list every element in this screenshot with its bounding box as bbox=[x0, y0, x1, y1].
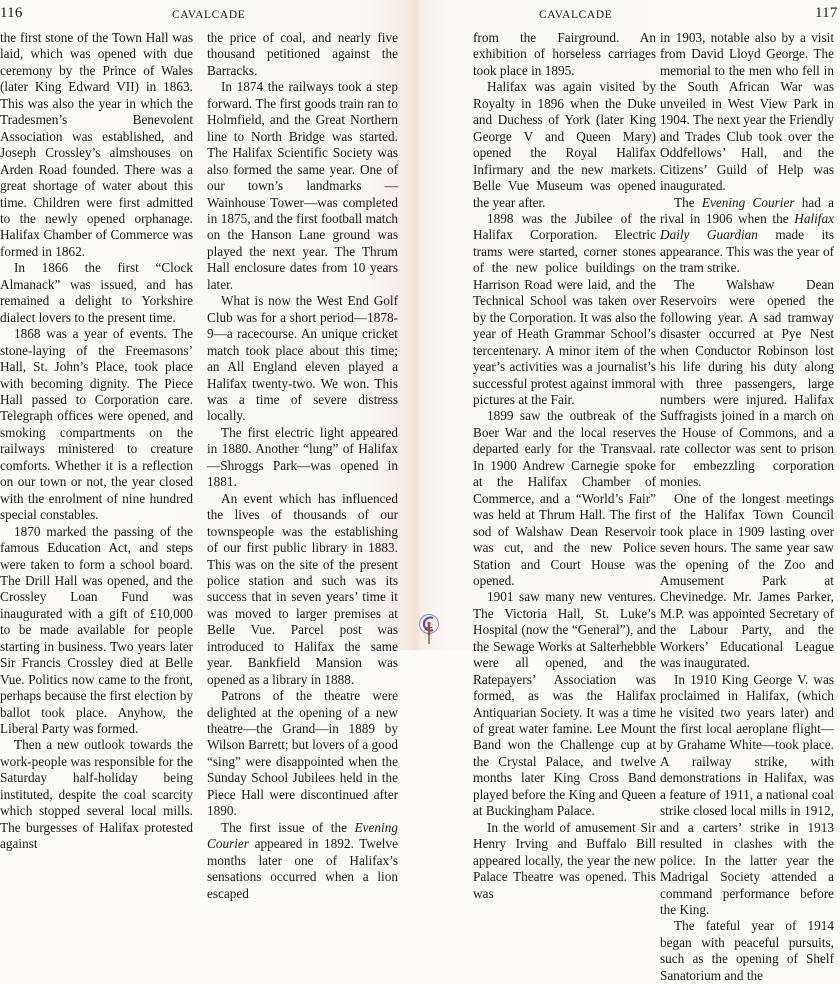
book-gutter bbox=[408, 0, 422, 650]
paragraph: the first stone of the Town Hall was laid, which was opened with due ceremony by the Prince of Wales (later King Edward VII) in 1863. This was also the year in which the Tradesmen’s Benevolent Association was established, and Joseph Crossley’s almshouses on Arden Road founded. There was a great shortage of water about this time. Children were first admitted to the newly opened orphanage. Halifax Chamber of Commerce was formed in 1862. bbox=[0, 30, 193, 259]
left-running-head: CAVALCADE bbox=[172, 9, 246, 21]
paragraph: in 1903, notable also by a visit from David Lloyd George. The memorial to the men who fell in the South African War was unveiled in West View Park in 1904. The next year the Friendly and Trades Club took over the Oddfellows’ Hall, and the Citizens’ Guild of Help was inaugurated. bbox=[660, 30, 834, 194]
paragraph: 1868 was a year of events. The stone-laying of the Freemasons’ Hall, St. John’s Place, took place with becoming dignity. The Piece Hall passed to Corporation care. Telegraph offices were opened, and smoking compartments on the railways ministered to creature comforts. Whether it is a reflection on our town or not, the year closed with the enrolment of nine hundred special constables. bbox=[0, 326, 193, 523]
left-column-1 bbox=[0, 30, 193, 853]
text-span: The first issue of the bbox=[221, 819, 355, 835]
paragraph: The first electric light appeared in 1880. Another “lung” of Halifax—Shroggs Park—was opened in 1881. bbox=[207, 424, 398, 490]
italic-title: Evening Courier bbox=[207, 819, 398, 852]
paragraph: In 1910 King George V. was proclaimed in Halifax, (which he visited two years later) and the first local aeroplane flight—by Grahame White—took place. A railway strike, with demonstrations in Halifax, was a feature of 1911, a national coal strike closed local mills in 1912, and a carters’ strike in 1913 resulted in clashes with the police. In the latter year the Madrigal Society attended a command performance before the King. bbox=[660, 671, 834, 918]
paragraph: Then a new outlook towards the work-people was responsible for the Saturday half-holiday being instituted, despite the coal scarcity which stopped several local mills. The burgesses of Halifax protested against bbox=[0, 737, 193, 852]
paragraph: An event which has influenced the lives of thousands of our townspeople was the establishing of our first public library in 1883. This was on the site of the present police station and such was its success that in seven years’ time it was moved to larger premises at Belle Vue. Parcel post was introduced to Halifax the same year. Bankfield Mansion was opened as a library in 1888. bbox=[207, 490, 398, 687]
paragraph: 1899 saw the outbreak of the Boer War and the local reserves departed early for the Transvaal. In 1900 Andrew Carnegie spoke at the Halifax Chamber of Commerce, and a “World’s Fair” was held at Thrum Hall. The first sod of Walshaw Dean Reservoir was cut, and the new Police Station and Court House was opened. bbox=[473, 408, 656, 588]
logo-figure-arms bbox=[426, 627, 433, 628]
left-column-2 bbox=[207, 30, 398, 902]
paragraph: In the world of amusement Sir Henry Irving and Buffalo Bill appeared locally, the year the new Palace Theatre was opened. This was bbox=[473, 819, 656, 901]
right-page bbox=[415, 0, 840, 983]
text-span: made its appearance. This was the year of the tram strike. bbox=[660, 227, 834, 276]
right-column-1 bbox=[473, 30, 656, 902]
paragraph: 1898 was the Jubilee of the Halifax Corporation. Electric trams were started, corner stones of the new police buildings on Harrison Road were laid, and the Technical School was taken over by the Corporation. It was also the year of Heath Grammar School’s tercentenary. A minor item of the year’s activities was a journalist’s successful protest against immoral pictures at the Fair. bbox=[473, 210, 656, 407]
paragraph: the price of coal, and nearly five thousand petitioned against the Barracks. bbox=[207, 30, 398, 78]
logo-figure-legs bbox=[428, 635, 429, 644]
paragraph bbox=[207, 820, 398, 902]
right-page-number: 117 bbox=[815, 5, 838, 21]
logo-figure-head bbox=[427, 622, 430, 625]
paragraph: Halifax was again visited by Royalty in 1896 when the Duke and Duchess of York (later King George V and Queen Mary) opened the Royal Halifax Infirmary and the new markets. Belle Vue Museum was opened the year after. bbox=[473, 79, 656, 210]
calderdale-c-figure-icon bbox=[418, 608, 440, 648]
text-span: had a rival in 1906 when the bbox=[660, 194, 834, 226]
left-page-number: 116 bbox=[0, 5, 23, 21]
right-running-head: CAVALCADE bbox=[539, 9, 613, 21]
logo-figure-body bbox=[428, 625, 430, 635]
paragraph: 1901 saw many new ventures. The Victoria Hall, St. Luke’s Hospital (now the “General”), and the Sewage Works at Salterhebble were all opened, and the Ratepayers’ Association was formed, as was the Halifax Antiquarian Society. It was a time of great water famine. Lee Mount Band won the Challenge cup at the Crystal Palace, and twelve months later King Cross Band played before the King and Queen at Buckingham Palace. bbox=[473, 589, 656, 819]
paragraph: In 1866 the first “Clock Almanack” was issued, and has remained a delight to Yorkshire dialect lovers to the present time. bbox=[0, 260, 193, 325]
paragraph: The fateful year of 1914 began with peaceful pursuits, such as the opening of Shelf Sanatorium and the bbox=[660, 918, 834, 983]
paragraph: One of the longest meetings of the Halifax Town Council took place in 1909 lasting over seven hours. The same year saw the opening of the Zoo and Amusement Park at Chevinedge. Mr. James Parker, M.P. was appointed Secretary of the Labour Party, and the Workers’ Educational League was inaugurated. bbox=[660, 490, 834, 671]
paragraph bbox=[660, 195, 834, 277]
paragraph: What is now the West End Golf Club was for a short period—1878-9—a racecourse. An unique cricket match took place about this time; an All England eleven played a Halifax twenty-two. We won. This was a time of severe distress locally. bbox=[207, 293, 398, 424]
left-page bbox=[0, 0, 415, 901]
paragraph: In 1874 the railways took a step forward. The first goods train ran to Holmfield, and the Great Northern line to North Bridge was started. The Halifax Scientific Society was also formed the same year. One of our town’s landmarks — Wainhouse Tower—was completed in 1875, and the first football match on the Hanson Lane ground was played the next year. The Thrum Hall enclosure dates from 10 years later. bbox=[207, 79, 398, 292]
right-column-2 bbox=[660, 30, 834, 984]
paragraph: from the Fairground. An exhibition of horseless carriages took place in 1895. bbox=[473, 30, 656, 78]
paragraph: 1870 marked the passing of the famous Education Act, and steps were taken to form a school board. The Drill Hall was opened, and the Crossley Loan Fund was inaugurated with a gift of £10,000 to be made available for people starting in business. Two years later Sir Francis Crossley died at Belle Vue. Politics now came to the front, perhaps because the first election by ballot took place. Anyhow, the Liberal Party was formed. bbox=[0, 523, 193, 737]
paragraph: Patrons of the theatre were delighted at the opening of a new theatre—the Grand—in 1889 by Wilson Barrett; but lovers of a good “sing” were disappointed when the Sunday School Jubilees held in the Piece Hall were discontinued after 1890. bbox=[207, 688, 398, 819]
italic-title: Halifax Daily Guardian bbox=[660, 210, 834, 243]
italic-title: Evening Courier bbox=[701, 194, 795, 210]
text-span: appeared in 1892. Twelve months later one of Halifax’s sensations occurred when a lion escaped bbox=[207, 836, 398, 901]
paragraph: The Walshaw Dean Reservoirs were opened the following year. A sad tramway disaster occurred at Pye Nest when Conductor Robinson lost his life during his duty along with three passengers, large numbers were injured. Halifax Suffragists joined in a march on the House of Commons, and a rate collector was sent to prison for embezzling corporation monies. bbox=[660, 276, 834, 490]
text-span: The bbox=[674, 194, 702, 210]
